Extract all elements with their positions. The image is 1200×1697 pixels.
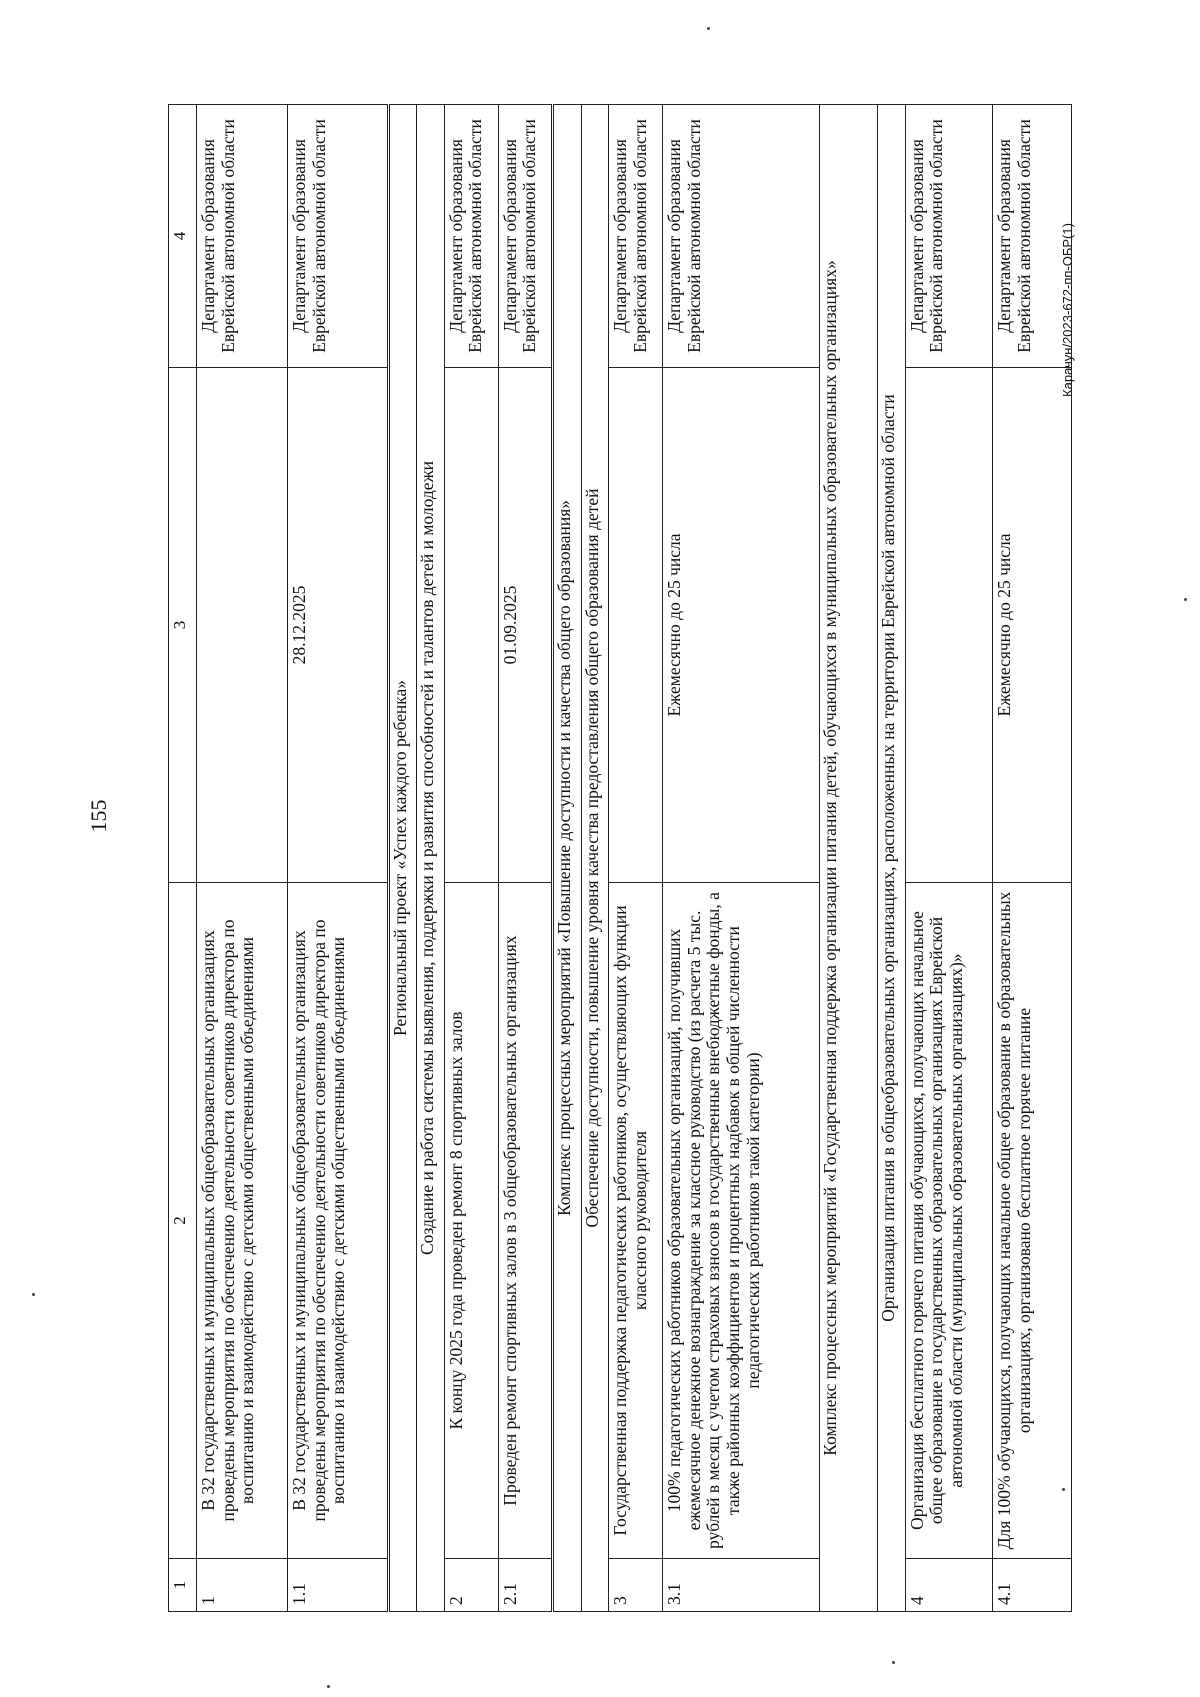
row-responsible: Департамент образования Еврейской автономной области bbox=[196, 105, 287, 368]
table-row bbox=[288, 105, 389, 1612]
table-row bbox=[905, 105, 992, 1612]
row-deadline: Ежемесячно до 25 числа bbox=[663, 368, 820, 883]
table-row bbox=[498, 105, 553, 1612]
section-row bbox=[388, 105, 417, 1612]
row-deadline: 28.12.2025 bbox=[288, 368, 389, 883]
header-row bbox=[169, 105, 197, 1612]
section-title: Региональный проект «Успех каждого ребенка» bbox=[388, 105, 417, 1612]
row-description: В 32 государственных и муниципальных общеобразовательных организациях проведены мероприятия по обеспечению деятельности советников директора по воспитанию и взаимодействию с детскими общественными объединениями bbox=[288, 883, 389, 1559]
measures-table bbox=[168, 104, 1072, 1612]
scan-speck bbox=[1062, 1488, 1065, 1491]
section-row bbox=[582, 105, 609, 1612]
section-title: Создание и работа системы выявления, поддержки и развития способностей и талантов детей и молодежи bbox=[417, 105, 444, 1612]
section-title: Комплекс процессных мероприятий «Государственная поддержка организации питания детей, обучающихся в муниципальных образовательных организациях» bbox=[819, 105, 877, 1612]
page-number: 155 bbox=[86, 799, 111, 833]
scan-speck bbox=[707, 27, 710, 30]
scan-speck bbox=[32, 1293, 35, 1296]
row-number: 4 bbox=[905, 1559, 992, 1612]
row-responsible: Департамент образования Еврейской автономной области bbox=[288, 105, 389, 368]
section-row bbox=[819, 105, 877, 1612]
table-body bbox=[169, 105, 1072, 1612]
row-number: 1.1 bbox=[288, 1559, 389, 1612]
section-title: Организация питания в общеобразовательных организациях, расположенных на территории Еврейской автономной области bbox=[878, 105, 905, 1612]
section-row bbox=[417, 105, 444, 1612]
header-cell-1: 1 bbox=[169, 1559, 197, 1612]
table-row bbox=[196, 105, 287, 1612]
row-number: 4.1 bbox=[992, 1559, 1071, 1612]
scan-speck bbox=[892, 1661, 895, 1664]
row-deadline bbox=[905, 368, 992, 883]
row-responsible: Департамент образования Еврейской автономной области bbox=[663, 105, 820, 368]
row-deadline bbox=[196, 368, 287, 883]
header-cell-2: 2 bbox=[169, 883, 197, 1559]
row-description: Проведен ремонт спортивных залов в 3 общеобразовательных организациях bbox=[498, 883, 553, 1559]
section-title: Комплекс процессных мероприятий «Повышение доступности и качества общего образования» bbox=[553, 105, 582, 1612]
row-responsible: Департамент образования Еврейской автономной области bbox=[609, 105, 663, 368]
header-cell-4: 4 bbox=[169, 105, 197, 368]
table-row bbox=[992, 105, 1071, 1612]
row-number: 3 bbox=[609, 1559, 663, 1612]
row-deadline bbox=[609, 368, 663, 883]
table-row bbox=[444, 105, 498, 1612]
table-row bbox=[609, 105, 663, 1612]
row-deadline bbox=[444, 368, 498, 883]
section-row bbox=[878, 105, 905, 1612]
row-responsible: Департамент образования Еврейской автономной области bbox=[905, 105, 992, 368]
row-deadline: Ежемесячно до 25 числа bbox=[992, 368, 1071, 883]
row-description: К концу 2025 года проведен ремонт 8 спортивных залов bbox=[444, 883, 498, 1559]
row-responsible: Департамент образования Еврейской автономной области bbox=[444, 105, 498, 368]
section-row bbox=[553, 105, 582, 1612]
row-responsible: Департамент образования Еврейской автономной области bbox=[498, 105, 553, 368]
row-description: Организация бесплатного горячего питания обучающихся, получающих начальное общее образование в государственных образовательных организациях Еврейской автономной области (муниципальных образовательных организациях)» bbox=[905, 883, 992, 1559]
row-number: 2.1 bbox=[498, 1559, 553, 1612]
document-code: Карачун/2023-672-пп-ОБР(1) bbox=[1060, 223, 1075, 397]
header-cell-3: 3 bbox=[169, 368, 197, 883]
row-description: Государственная поддержка педагогических работников, осуществляющих функции классного руководителя bbox=[609, 883, 663, 1559]
table-row bbox=[663, 105, 820, 1612]
row-responsible: Департамент образования Еврейской автономной области bbox=[992, 105, 1071, 368]
row-number: 3.1 bbox=[663, 1559, 820, 1612]
row-description: Для 100% обучающихся, получающих начальное общее образование в образовательных организациях, организовано бесплатное горячее питание bbox=[992, 883, 1071, 1559]
section-title: Обеспечение доступности, повышение уровня качества предоставления общего образования детей bbox=[582, 105, 609, 1612]
scan-speck bbox=[327, 1685, 330, 1688]
row-number: 1 bbox=[196, 1559, 287, 1612]
rotated-table-container bbox=[168, 105, 1072, 1612]
row-description: В 32 государственных и муниципальных общеобразовательных организациях проведены мероприятия по обеспечению деятельности советников директора по воспитанию и взаимодействию с детскими общественными объединениями bbox=[196, 883, 287, 1559]
row-number: 2 bbox=[444, 1559, 498, 1612]
row-deadline: 01.09.2025 bbox=[498, 368, 553, 883]
scan-speck bbox=[1184, 598, 1187, 601]
row-description: 100% педагогических работников образовательных организаций, получивших ежемесячное денежное вознаграждение за классное руководство (из расчета 5 тыс. рублей в месяц с учетом страховых взносов в государственные внебюджетные фонды, а также районных коэффициентов и процентных надбавок в общей численности педагогических работников такой категории) bbox=[663, 883, 820, 1559]
